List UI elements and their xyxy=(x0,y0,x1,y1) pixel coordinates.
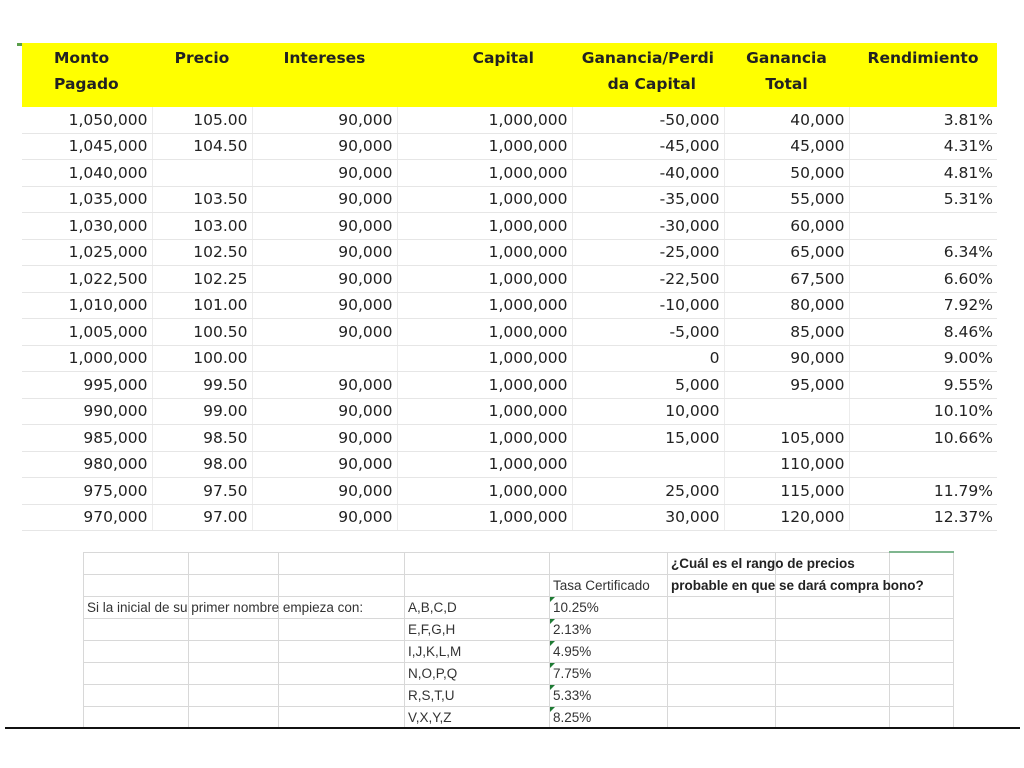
cell-precio[interactable]: 103.50 xyxy=(152,186,252,213)
cell-rendimiento[interactable]: 6.34% xyxy=(849,239,997,266)
empty-cell[interactable] xyxy=(84,641,189,663)
cell-ganancia-perdida-capital[interactable]: 10,000 xyxy=(572,398,724,425)
cell-ganancia-perdida-capital[interactable]: -25,000 xyxy=(572,239,724,266)
empty-cell[interactable] xyxy=(84,619,189,641)
empty-cell[interactable] xyxy=(890,685,954,707)
cell-precio[interactable] xyxy=(152,160,252,187)
cell-ganancia-total[interactable]: 65,000 xyxy=(724,239,849,266)
bond-yield-table xyxy=(22,43,997,531)
empty-cell[interactable] xyxy=(189,663,279,685)
cell-intereses[interactable]: 90,000 xyxy=(252,504,397,531)
cell-intereses[interactable]: 90,000 xyxy=(252,292,397,319)
cell-precio[interactable]: 99.50 xyxy=(152,372,252,399)
cell-ganancia-total[interactable]: 45,000 xyxy=(724,133,849,160)
cell-rendimiento[interactable]: 9.55% xyxy=(849,372,997,399)
cell-ganancia-total[interactable]: 90,000 xyxy=(724,345,849,372)
cell-ganancia-perdida-capital[interactable]: 0 xyxy=(572,345,724,372)
cell-intereses[interactable]: 90,000 xyxy=(252,319,397,346)
cell-capital[interactable]: 1,000,000 xyxy=(397,451,572,478)
empty-cell[interactable] xyxy=(84,663,189,685)
cell-capital[interactable]: 1,000,000 xyxy=(397,425,572,452)
cell-intereses[interactable]: 90,000 xyxy=(252,425,397,452)
empty-cell[interactable] xyxy=(279,663,405,685)
letters-cell[interactable]: N,O,P,Q xyxy=(405,663,550,685)
cell-monto-pagado[interactable]: 1,045,000 xyxy=(22,133,152,160)
table-row xyxy=(22,504,997,531)
cell-intereses[interactable]: 90,000 xyxy=(252,107,397,133)
cell-ganancia-total[interactable]: 105,000 xyxy=(724,425,849,452)
letters-cell[interactable]: E,F,G,H xyxy=(405,619,550,641)
empty-cell[interactable] xyxy=(668,663,776,685)
cell-precio[interactable]: 97.00 xyxy=(152,504,252,531)
cell-precio[interactable]: 105.00 xyxy=(152,107,252,133)
cell-ganancia-perdida-capital[interactable]: -35,000 xyxy=(572,186,724,213)
cell-capital[interactable]: 1,000,000 xyxy=(397,292,572,319)
rate-cell[interactable]: 2.13% xyxy=(550,619,668,641)
sheet-row xyxy=(84,685,954,707)
header-rendimiento[interactable]: Rendimiento xyxy=(849,43,997,107)
empty-cell[interactable] xyxy=(890,619,954,641)
sheet-row xyxy=(84,707,954,729)
table-row xyxy=(22,372,997,399)
letters-cell[interactable]: V,X,Y,Z xyxy=(405,707,550,729)
empty-cell[interactable] xyxy=(668,597,776,619)
cell-rendimiento[interactable]: 8.46% xyxy=(849,319,997,346)
empty-cell[interactable] xyxy=(189,707,279,729)
cell-rendimiento[interactable]: 6.60% xyxy=(849,266,997,293)
cell-ganancia-total[interactable] xyxy=(724,398,849,425)
cell-rendimiento[interactable]: 11.79% xyxy=(849,478,997,505)
table-row xyxy=(22,478,997,505)
sheet-row xyxy=(84,619,954,641)
table-row xyxy=(22,266,997,293)
cell-rendimiento[interactable]: 7.92% xyxy=(849,292,997,319)
cell-precio[interactable]: 99.00 xyxy=(152,398,252,425)
empty-cell[interactable] xyxy=(668,619,776,641)
empty-cell[interactable] xyxy=(890,597,954,619)
table-row xyxy=(22,160,997,187)
cell-intereses[interactable]: 90,000 xyxy=(252,160,397,187)
cell-monto-pagado[interactable]: 980,000 xyxy=(22,451,152,478)
cell-intereses[interactable]: 90,000 xyxy=(252,266,397,293)
cell-monto-pagado[interactable]: 1,010,000 xyxy=(22,292,152,319)
table-row xyxy=(22,133,997,160)
cell-ganancia-total[interactable]: 67,500 xyxy=(724,266,849,293)
cell-capital[interactable]: 1,000,000 xyxy=(397,186,572,213)
empty-cell[interactable] xyxy=(279,641,405,663)
empty-cell[interactable] xyxy=(668,641,776,663)
cell-intereses[interactable]: 90,000 xyxy=(252,451,397,478)
cell-rendimiento[interactable]: 9.00% xyxy=(849,345,997,372)
cell-capital[interactable]: 1,000,000 xyxy=(397,239,572,266)
rate-cell[interactable]: 10.25% xyxy=(550,597,668,619)
empty-cell[interactable] xyxy=(776,619,890,641)
cell-intereses[interactable]: 90,000 xyxy=(252,398,397,425)
empty-cell[interactable] xyxy=(189,597,279,619)
cell-rendimiento[interactable]: 10.10% xyxy=(849,398,997,425)
sheet-row-header xyxy=(84,575,954,597)
cell-intereses[interactable]: 90,000 xyxy=(252,186,397,213)
cell-ganancia-perdida-capital[interactable]: 30,000 xyxy=(572,504,724,531)
cell-ganancia-total[interactable]: 85,000 xyxy=(724,319,849,346)
cell-ganancia-perdida-capital[interactable]: -22,500 xyxy=(572,266,724,293)
letters-cell[interactable]: I,J,K,L,M xyxy=(405,641,550,663)
cell-ganancia-perdida-capital[interactable]: -30,000 xyxy=(572,213,724,240)
empty-cell[interactable] xyxy=(189,685,279,707)
cell-monto-pagado[interactable]: 1,022,500 xyxy=(22,266,152,293)
cell-ganancia-perdida-capital[interactable]: -45,000 xyxy=(572,133,724,160)
cell-intereses[interactable]: 90,000 xyxy=(252,213,397,240)
cell-rendimiento[interactable]: 12.37% xyxy=(849,504,997,531)
table-row xyxy=(22,425,997,452)
cell-monto-pagado[interactable]: 1,005,000 xyxy=(22,319,152,346)
header-intereses[interactable]: Intereses xyxy=(252,43,397,107)
cell-precio[interactable]: 97.50 xyxy=(152,478,252,505)
cell-capital[interactable]: 1,000,000 xyxy=(397,398,572,425)
rate-cell[interactable]: 8.25% xyxy=(550,707,668,729)
table-row xyxy=(22,107,997,133)
cell-rendimiento[interactable] xyxy=(849,213,997,240)
table-row xyxy=(22,398,997,425)
table-row xyxy=(22,292,997,319)
cell-precio[interactable]: 98.00 xyxy=(152,451,252,478)
cell-ganancia-total[interactable]: 115,000 xyxy=(724,478,849,505)
rate-cell[interactable]: 5.33% xyxy=(550,685,668,707)
rate-cell[interactable]: 4.95% xyxy=(550,641,668,663)
cell-precio[interactable]: 102.50 xyxy=(152,239,252,266)
cell-rendimiento[interactable]: 4.31% xyxy=(849,133,997,160)
table-row xyxy=(22,213,997,240)
cell-ganancia-total[interactable]: 95,000 xyxy=(724,372,849,399)
empty-cell[interactable] xyxy=(776,685,890,707)
cell-ganancia-perdida-capital[interactable]: 15,000 xyxy=(572,425,724,452)
cell-monto-pagado[interactable]: 975,000 xyxy=(22,478,152,505)
cell-intereses[interactable]: 90,000 xyxy=(252,133,397,160)
cell-precio[interactable]: 100.00 xyxy=(152,345,252,372)
cell-monto-pagado[interactable]: 995,000 xyxy=(22,372,152,399)
empty-cell[interactable] xyxy=(279,707,405,729)
table-row xyxy=(22,345,997,372)
cell-ganancia-perdida-capital[interactable]: 5,000 xyxy=(572,372,724,399)
cell-ganancia-total[interactable]: 50,000 xyxy=(724,160,849,187)
cell-precio[interactable]: 101.00 xyxy=(152,292,252,319)
empty-cell[interactable] xyxy=(189,641,279,663)
rate-cell[interactable]: 7.75% xyxy=(550,663,668,685)
cell-ganancia-total[interactable]: 55,000 xyxy=(724,186,849,213)
cell-precio[interactable]: 98.50 xyxy=(152,425,252,452)
cell-capital[interactable]: 1,000,000 xyxy=(397,319,572,346)
empty-cell[interactable] xyxy=(776,641,890,663)
sheet-row xyxy=(84,597,954,619)
empty-cell[interactable] xyxy=(890,663,954,685)
cell-ganancia-total[interactable]: 60,000 xyxy=(724,213,849,240)
question-line-2[interactable]: probable en que se dará compra bono? xyxy=(668,575,776,597)
cell-intereses[interactable] xyxy=(252,345,397,372)
cell-intereses[interactable]: 90,000 xyxy=(252,478,397,505)
cell-monto-pagado[interactable]: 1,035,000 xyxy=(22,186,152,213)
header-capital[interactable]: Capital xyxy=(397,43,572,107)
cell-monto-pagado[interactable]: 985,000 xyxy=(22,425,152,452)
cell-monto-pagado[interactable]: 990,000 xyxy=(22,398,152,425)
cell-ganancia-perdida-capital[interactable]: -50,000 xyxy=(572,107,724,133)
cell-ganancia-perdida-capital[interactable]: -10,000 xyxy=(572,292,724,319)
cell-precio[interactable]: 104.50 xyxy=(152,133,252,160)
cell-ganancia-perdida-capital[interactable]: -40,000 xyxy=(572,160,724,187)
cell-rendimiento[interactable]: 3.81% xyxy=(849,107,997,133)
empty-cell[interactable] xyxy=(668,685,776,707)
cell-ganancia-total[interactable]: 80,000 xyxy=(724,292,849,319)
initial-prompt-label[interactable]: Si la inicial de su primer nombre empieza con: xyxy=(84,597,189,619)
cell-ganancia-total[interactable]: 110,000 xyxy=(724,451,849,478)
cell-precio[interactable]: 103.00 xyxy=(152,213,252,240)
sheet-rows xyxy=(84,597,954,729)
empty-cell[interactable] xyxy=(279,685,405,707)
page-baseline xyxy=(5,727,1020,729)
table-body xyxy=(22,107,997,531)
cell-monto-pagado[interactable]: 1,030,000 xyxy=(22,213,152,240)
cell-capital[interactable]: 1,000,000 xyxy=(397,213,572,240)
cell-capital[interactable]: 1,000,000 xyxy=(397,107,572,133)
empty-cell[interactable] xyxy=(279,619,405,641)
table-row xyxy=(22,451,997,478)
empty-cell[interactable] xyxy=(84,707,189,729)
cell-ganancia-perdida-capital[interactable]: -5,000 xyxy=(572,319,724,346)
cell-capital[interactable]: 1,000,000 xyxy=(397,160,572,187)
cell-capital[interactable]: 1,000,000 xyxy=(397,372,572,399)
cell-rendimiento[interactable]: 4.81% xyxy=(849,160,997,187)
cell-capital[interactable]: 1,000,000 xyxy=(397,478,572,505)
letters-cell[interactable]: A,B,C,D xyxy=(405,597,550,619)
cell-ganancia-total[interactable]: 120,000 xyxy=(724,504,849,531)
table-row xyxy=(22,186,997,213)
cell-rendimiento[interactable]: 10.66% xyxy=(849,425,997,452)
empty-cell[interactable] xyxy=(890,641,954,663)
sheet-row-blank xyxy=(84,552,954,575)
cell-monto-pagado[interactable]: 970,000 xyxy=(22,504,152,531)
cell-precio[interactable]: 100.50 xyxy=(152,319,252,346)
header-ganancia-perdida-capital[interactable]: Ganancia/Perdi da Capital xyxy=(572,43,724,107)
cell-ganancia-perdida-capital[interactable] xyxy=(572,451,724,478)
cell-intereses[interactable]: 90,000 xyxy=(252,372,397,399)
cell-precio[interactable]: 102.25 xyxy=(152,266,252,293)
question-line-1[interactable]: ¿Cuál es el rango de precios xyxy=(668,552,776,575)
empty-cell[interactable] xyxy=(776,597,890,619)
cell-monto-pagado[interactable]: 1,000,000 xyxy=(22,345,152,372)
header-row xyxy=(22,43,997,107)
empty-cell[interactable] xyxy=(668,707,776,729)
sheet-row xyxy=(84,641,954,663)
tasa-certificado-header[interactable]: Tasa Certificado xyxy=(550,575,668,597)
empty-cell[interactable] xyxy=(279,597,405,619)
letters-cell[interactable]: R,S,T,U xyxy=(405,685,550,707)
cell-capital[interactable]: 1,000,000 xyxy=(397,504,572,531)
cell-capital[interactable]: 1,000,000 xyxy=(397,266,572,293)
empty-cell[interactable] xyxy=(189,619,279,641)
cell-rendimiento[interactable]: 5.31% xyxy=(849,186,997,213)
cell-monto-pagado[interactable]: 1,050,000 xyxy=(22,107,152,133)
cell-capital[interactable]: 1,000,000 xyxy=(397,345,572,372)
empty-cell[interactable] xyxy=(84,685,189,707)
cell-rendimiento[interactable] xyxy=(849,451,997,478)
header-ganancia-total[interactable]: Ganancia Total xyxy=(724,43,849,107)
certificate-rate-sheet xyxy=(83,551,954,729)
cell-capital[interactable]: 1,000,000 xyxy=(397,133,572,160)
header-monto-pagado[interactable]: Monto Pagado xyxy=(22,43,152,107)
cell-intereses[interactable]: 90,000 xyxy=(252,239,397,266)
empty-cell[interactable] xyxy=(776,707,890,729)
cell-monto-pagado[interactable]: 1,040,000 xyxy=(22,160,152,187)
empty-cell[interactable] xyxy=(776,663,890,685)
table-row xyxy=(22,239,997,266)
cell-ganancia-total[interactable]: 40,000 xyxy=(724,107,849,133)
table-row xyxy=(22,319,997,346)
cell-ganancia-perdida-capital[interactable]: 25,000 xyxy=(572,478,724,505)
sheet-row xyxy=(84,663,954,685)
empty-cell[interactable] xyxy=(890,707,954,729)
header-precio[interactable]: Precio xyxy=(152,43,252,107)
cell-monto-pagado[interactable]: 1,025,000 xyxy=(22,239,152,266)
